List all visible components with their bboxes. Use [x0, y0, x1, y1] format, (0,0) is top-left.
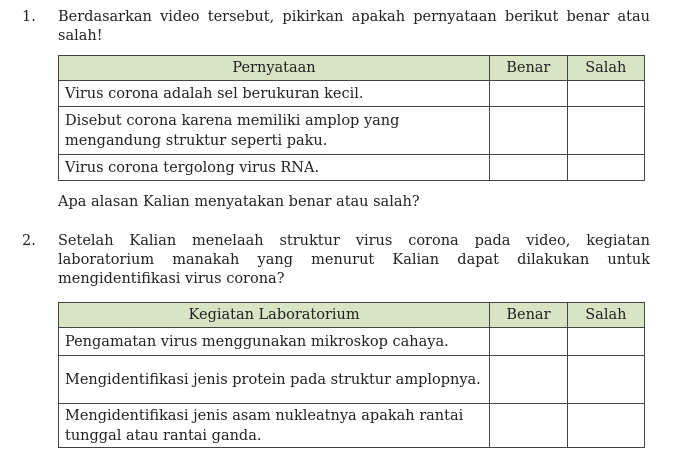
activity-cell: Mengidentifikasi jenis asam nukleatnya apakah rantai tunggal atau rantai ganda. [59, 404, 490, 448]
question-2-number: 2. [22, 233, 36, 249]
benar-answer-cell[interactable] [490, 356, 567, 404]
statement-cell: Virus corona adalah sel berukuran kecil. [59, 81, 490, 107]
salah-answer-cell[interactable] [567, 328, 644, 356]
benar-answer-cell[interactable] [489, 155, 567, 181]
statement-table-header [59, 56, 645, 81]
salah-answer-cell[interactable] [567, 107, 644, 155]
header-benar: Benar [490, 303, 567, 328]
statement-cell: Virus corona tergolong virus RNA. [59, 155, 490, 181]
salah-answer-cell[interactable] [567, 155, 644, 181]
question-2-text: Setelah Kalian menelaah struktur virus corona pada video, kegiatan laboratorium manakah yang menurut Kalian dapat dilakukan untuk mengidentifikasi virus corona? [58, 233, 650, 287]
header-kegiatan: Kegiatan Laboratorium [59, 303, 490, 328]
question-1-number: 1. [22, 9, 36, 25]
header-salah: Salah [567, 56, 644, 81]
table-row [59, 404, 645, 448]
table-row [59, 107, 645, 155]
salah-answer-cell[interactable] [567, 81, 644, 107]
benar-answer-cell[interactable] [489, 107, 567, 155]
activity-cell: Pengamatan virus menggunakan mikroskop cahaya. [59, 328, 490, 356]
salah-answer-cell[interactable] [567, 404, 644, 448]
header-benar: Benar [489, 56, 567, 81]
followup-question: Apa alasan Kalian menyatakan benar atau salah? [58, 194, 420, 210]
benar-answer-cell[interactable] [490, 328, 567, 356]
question-1-text: Berdasarkan video tersebut, pikirkan apakah pernyataan berikut benar atau salah! [58, 9, 650, 44]
benar-answer-cell[interactable] [490, 404, 567, 448]
table-row [59, 155, 645, 181]
lab-table-header [59, 303, 645, 328]
header-salah: Salah [567, 303, 644, 328]
table-row [59, 81, 645, 107]
lab-activity-table [58, 302, 645, 448]
benar-answer-cell[interactable] [489, 81, 567, 107]
statement-table [58, 55, 645, 181]
header-pernyataan: Pernyataan [59, 56, 490, 81]
statement-cell: Disebut corona karena memiliki amplop yang mengandung struktur seperti paku. [59, 107, 490, 155]
table-row [59, 356, 645, 404]
activity-cell: Mengidentifikasi jenis protein pada struktur amplopnya. [59, 356, 490, 404]
salah-answer-cell[interactable] [567, 356, 644, 404]
table-row [59, 328, 645, 356]
